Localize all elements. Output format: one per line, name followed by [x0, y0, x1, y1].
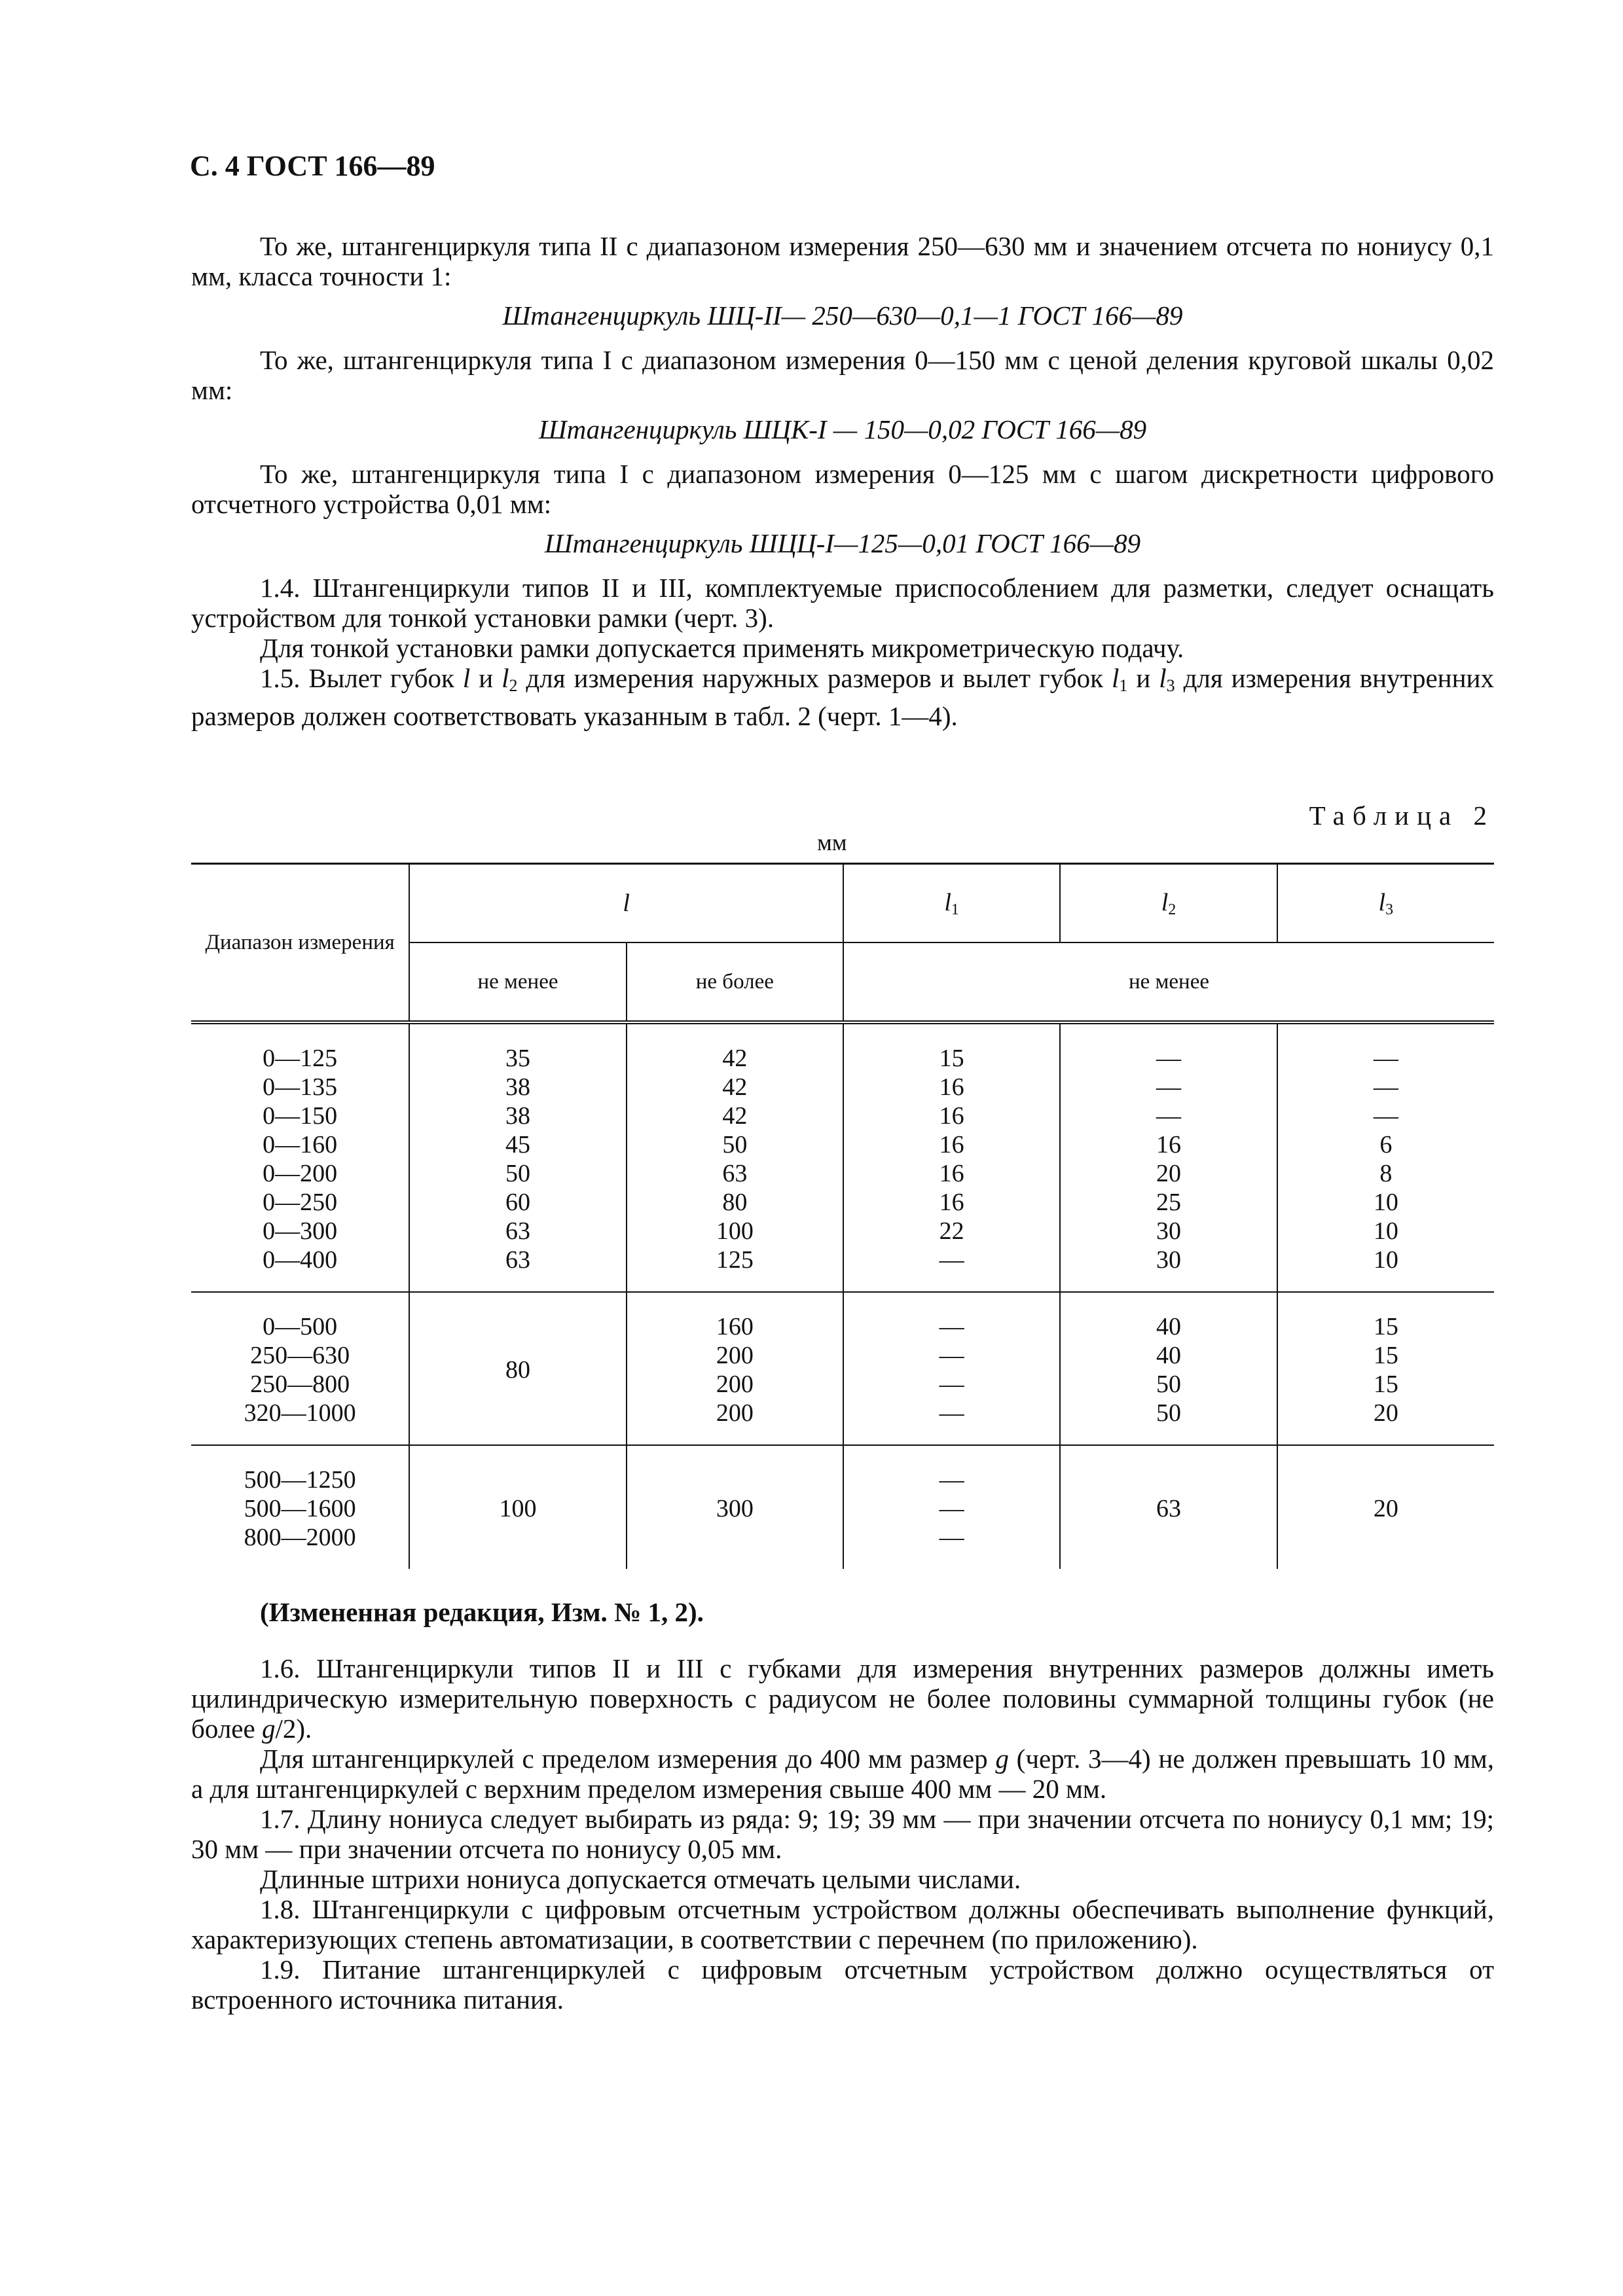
edited-note: (Измененная редакция, Изм. № 1, 2). — [260, 1597, 704, 1627]
cell-l2 — [1060, 1022, 1277, 1292]
paragraph: То же, штангенциркуля типа I с диапазоном измерения 0—150 мм с ценой деления круговой шкалы 0,02 мм: — [191, 345, 1494, 405]
cell-value: — — [1373, 1102, 1398, 1130]
cell-value: — — [1156, 1045, 1181, 1072]
table-row-group — [191, 1445, 1494, 1569]
cell-value: 50 — [1156, 1399, 1181, 1427]
cell-value: 0—135 — [263, 1073, 338, 1101]
cell-value: 0—400 — [263, 1246, 338, 1274]
page-header: С. 4 ГОСТ 166—89 — [190, 150, 435, 182]
cell-value: 0—200 — [263, 1160, 338, 1187]
cell-value: 16 — [1156, 1131, 1181, 1158]
cell-value: 125 — [716, 1246, 754, 1274]
paragraph-1-8: 1.8. Штангенциркули с цифровым отсчетным устройством должны обеспечивать выполнение функций, характеризующих степень автоматизации, в соответствии с перечнем (по приложению). — [191, 1894, 1494, 1954]
cell-value: 16 — [939, 1073, 964, 1101]
cell-value: 50 — [722, 1131, 748, 1158]
cell-value: 500—1600 — [244, 1495, 356, 1522]
cell-l3 — [1277, 1292, 1494, 1445]
paragraph: Для штангенциркулей с пределом измерения до 400 мм размер g (черт. 3—4) не должен превышать 10 мм, а для штангенциркулей с верхним пределом измерения свыше 400 мм — 20 мм. — [191, 1744, 1494, 1804]
cell-value: — — [939, 1524, 964, 1551]
table-row-group — [191, 1292, 1494, 1445]
cell-value: 50 — [1156, 1371, 1181, 1398]
table-body — [191, 1022, 1494, 1569]
cell-value: — — [939, 1246, 964, 1274]
cell-value: 320—1000 — [244, 1399, 356, 1427]
cell-value: 16 — [939, 1131, 964, 1158]
cell-value: 38 — [505, 1102, 530, 1130]
cell-value: 200 — [716, 1342, 754, 1369]
cell-value: 100 — [716, 1217, 754, 1245]
paragraph: То же, штангенциркуля типа II с диапазоном измерения 250—630 мм и значением отсчета по нониусу 0,1 мм, класса точности 1: — [191, 231, 1494, 291]
paragraph-1-5: 1.5. Вылет губок l и $l_2$ для измерения наружных размеров и вылет губок $l_1$ и $l_3$ для измерения внутренних размеров должен соответствовать указанным в табл. 2 (черт. 1—4). — [191, 663, 1494, 731]
cell-range — [191, 1445, 409, 1569]
cell-value: 42 — [722, 1073, 748, 1101]
paragraph: Длинные штрихи нониуса допускается отмечать целыми числами. — [260, 1864, 1021, 1894]
header-l2: $l_2$ — [1060, 864, 1277, 943]
cell-l-min — [409, 1292, 626, 1445]
intro-section — [191, 231, 1494, 731]
cell-value: — — [1373, 1045, 1398, 1072]
cell-l1 — [843, 1022, 1060, 1292]
cell-value: — — [1156, 1102, 1181, 1130]
designation-formula: Штангенциркуль ШЦК-I — 150—0,02 ГОСТ 166—89 — [538, 414, 1147, 444]
cell-l1 — [843, 1292, 1060, 1445]
cell-value: — — [939, 1313, 964, 1340]
cell-value: 500—1250 — [244, 1466, 356, 1494]
cell-value: 15 — [1373, 1313, 1398, 1340]
cell-value: 63 — [1156, 1495, 1181, 1522]
header-l3: $l_3$ — [1277, 864, 1494, 943]
cell-value: 100 — [499, 1495, 537, 1522]
cell-range — [191, 1292, 409, 1445]
cell-value: 45 — [505, 1131, 530, 1158]
cell-value: — — [1156, 1073, 1181, 1101]
cell-value: 20 — [1373, 1495, 1398, 1522]
designation-formula: Штангенциркуль ШЦЦ-I—125—0,01 ГОСТ 166—89 — [544, 528, 1141, 558]
cell-value: 63 — [505, 1246, 530, 1274]
paragraph: Для тонкой установки рамки допускается применять микрометрическую подачу. — [260, 633, 1184, 663]
cell-value: 80 — [722, 1189, 748, 1216]
cell-l3 — [1277, 1022, 1494, 1292]
cell-value: 160 — [716, 1313, 754, 1340]
cell-value: 0—160 — [263, 1131, 338, 1158]
cell-value: 15 — [1373, 1371, 1398, 1398]
cell-value: 63 — [505, 1217, 530, 1245]
cell-value: 8 — [1379, 1160, 1393, 1187]
cell-value: 16 — [939, 1189, 964, 1216]
cell-value: 63 — [722, 1160, 748, 1187]
cell-value: 250—800 — [250, 1371, 350, 1398]
paragraph-1-7: 1.7. Длину нониуса следует выбирать из ряда: 9; 19; 39 мм — при значении отсчета по нониусу 0,1 мм; 19; 30 мм — при значении отсчета по нониусу 0,05 мм. — [191, 1804, 1494, 1864]
cell-value: 40 — [1156, 1342, 1181, 1369]
header-range: Диапазон измерения — [191, 864, 409, 1023]
cell-value: — — [939, 1342, 964, 1369]
cell-value: 0—250 — [263, 1189, 338, 1216]
cell-value: 60 — [505, 1189, 530, 1216]
cell-value: 16 — [939, 1102, 964, 1130]
header-not-less: не менее — [409, 942, 626, 1022]
header-not-less-2: не менее — [843, 942, 1494, 1022]
cell-l2 — [1060, 1292, 1277, 1445]
cell-l-max — [627, 1445, 843, 1569]
after-section — [191, 1597, 1494, 2015]
cell-value: 20 — [1373, 1399, 1398, 1427]
cell-value: 10 — [1373, 1189, 1398, 1216]
cell-value: 15 — [1373, 1342, 1398, 1369]
cell-l3 — [1277, 1445, 1494, 1569]
cell-l-min — [409, 1445, 626, 1569]
cell-value: 0—500 — [263, 1313, 338, 1340]
cell-value: 50 — [505, 1160, 530, 1187]
cell-value: 0—150 — [263, 1102, 338, 1130]
cell-value: — — [939, 1399, 964, 1427]
cell-value: 200 — [716, 1399, 754, 1427]
table-unit: мм — [817, 829, 847, 855]
cell-range — [191, 1022, 409, 1292]
cell-l2 — [1060, 1445, 1277, 1569]
table-row-group — [191, 1022, 1494, 1292]
cell-value: 30 — [1156, 1217, 1181, 1245]
cell-value: 80 — [505, 1356, 530, 1384]
cell-value: 42 — [722, 1045, 748, 1072]
cell-value: 0—300 — [263, 1217, 338, 1245]
paragraph: То же, штангенциркуля типа I с диапазоном измерения 0—125 мм с шагом дискретности цифрового отсчетного устройства 0,01 мм: — [191, 459, 1494, 519]
cell-value: 6 — [1379, 1131, 1393, 1158]
cell-value: 0—125 — [263, 1045, 338, 1072]
paragraph-1-6: 1.6. Штангенциркули типов II и III с губками для измерения внутренних размеров должны иметь цилиндрическую измерительную поверхность с радиусом не более половины суммарной толщины губок (не более g/2). — [191, 1653, 1494, 1744]
paragraph-1-4: 1.4. Штангенциркули типов II и III, комплектуемые приспособлением для разметки, следует оснащать устройством для тонкой установки рамки (черт. 3). — [191, 573, 1494, 633]
cell-value: 40 — [1156, 1313, 1181, 1340]
cell-value: 38 — [505, 1073, 530, 1101]
cell-value: 10 — [1373, 1246, 1398, 1274]
cell-value: 25 — [1156, 1189, 1181, 1216]
header-not-more: не более — [627, 942, 843, 1022]
header-l1: $l_1$ — [843, 864, 1060, 943]
cell-value: 300 — [716, 1495, 754, 1522]
cell-value: 42 — [722, 1102, 748, 1130]
cell-value: 22 — [939, 1217, 964, 1245]
designation-formula: Штангенциркуль ШЦ-II— 250—630—0,1—1 ГОСТ 166—89 — [502, 300, 1183, 331]
cell-value: 20 — [1156, 1160, 1181, 1187]
cell-value: 250—630 — [250, 1342, 350, 1369]
cell-l1 — [843, 1445, 1060, 1569]
cell-value: 15 — [939, 1045, 964, 1072]
paragraph-1-9: 1.9. Питание штангенциркулей с цифровым отсчетным устройством должно осуществляться от встроенного источника питания. — [191, 1954, 1494, 2015]
cell-value: 16 — [939, 1160, 964, 1187]
cell-value: — — [939, 1371, 964, 1398]
cell-value: 200 — [716, 1371, 754, 1398]
cell-l-max — [627, 1022, 843, 1292]
cell-value: — — [939, 1466, 964, 1494]
cell-value: 800—2000 — [244, 1524, 356, 1551]
cell-l-min — [409, 1022, 626, 1292]
cell-value: 35 — [505, 1045, 530, 1072]
cell-value: — — [939, 1495, 964, 1522]
cell-value: 30 — [1156, 1246, 1181, 1274]
cell-value: 10 — [1373, 1217, 1398, 1245]
cell-value: — — [1373, 1073, 1398, 1101]
cell-l-max — [627, 1292, 843, 1445]
header-l: l — [409, 864, 843, 943]
dimensions-table — [191, 863, 1494, 1569]
table-caption: Таблица 2 — [1309, 800, 1495, 831]
